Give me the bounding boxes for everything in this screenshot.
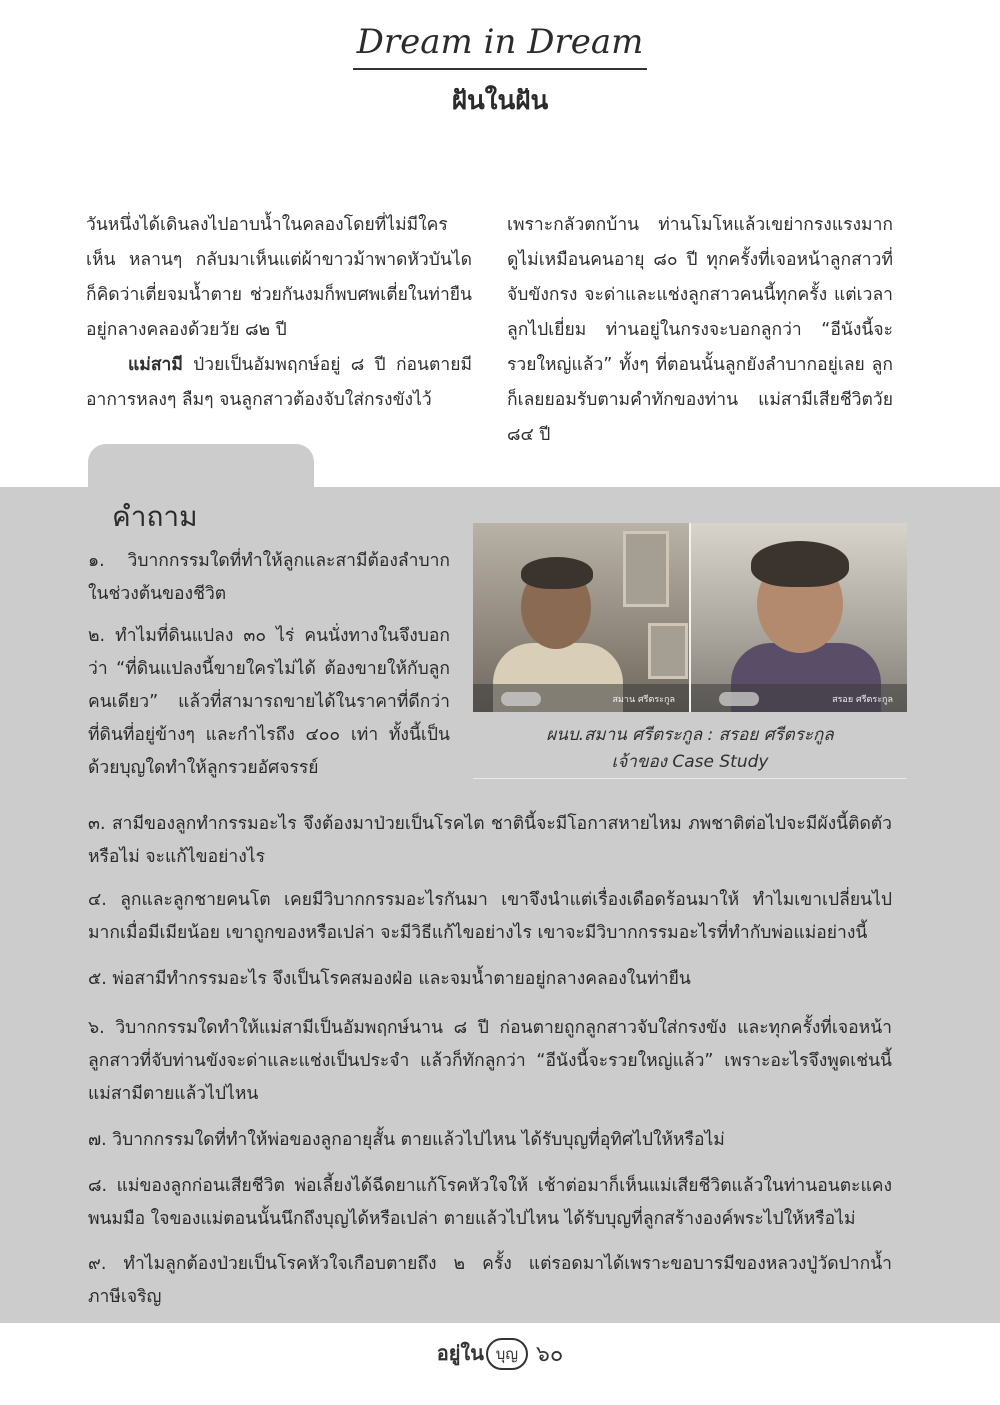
questions-heading: คำถาม: [112, 500, 198, 533]
intro-right-column: [507, 208, 893, 453]
case-study-photo: [473, 523, 907, 712]
intro-left-column: [86, 208, 472, 418]
question-item: ๑. วิบากกรรมใดที่ทำให้ลูกและสามีต้องลำบากในช่วงต้นของชีวิต: [88, 551, 450, 604]
page-number: ๖๐: [535, 1342, 564, 1367]
intro-paragraph: วันหนึ่งได้เดินลงไปอาบน้ำในคลองโดยที่ไม่มีใครเห็น หลานๆ กลับมาเห็นแต่ผ้าขาวม้าพาดหัวบันได ก็คิดว่าเตี่ยจมน้ำตาย ช่วยกันงมก็พบศพเตี่ยในท่ายืนอยู่กลางคลองด้วยวัย ๘๒ ปี: [86, 215, 472, 340]
photo-left-panel: [473, 523, 689, 712]
question-item: ๓. สามีของลูกทำกรรมอะไร จึงต้องมาป่วยเป็นโรคไต ชาตินี้จะมีโอกาสหายไหม ภพชาติต่อไปจะมีผังนี้ติดตัวหรือไม่ จะแก้ไขอย่างไร: [88, 814, 892, 867]
tv-logo-icon: [719, 692, 759, 706]
question-item: ๔. ลูกและลูกชายคนโต เคยมีวิบากกรรมอะไรกันมา เขาจึงนำแต่เรื่องเดือดร้อนมาให้ ทำไมเขาเปลี่ยนไปมากเมื่อมีเมียน้อย เขาถูกของหรือเปล่า จะมีวิธีแก้ไขอย่างไร เขาจะมีวิบากกรรมอะไรที่ทำกับพ่อแม่อย่างนี้: [88, 890, 892, 943]
page-footer: [0, 1336, 1000, 1371]
page-title-block: [0, 22, 1000, 121]
footer-brand: อยู่ใน: [436, 1340, 484, 1365]
footer-brand-ring: บุญ: [486, 1338, 528, 1370]
mother-in-law-label: แม่สามี: [128, 355, 183, 375]
question-item: ๙. ทำไมลูกต้องป่วยเป็นโรคหัวใจเกือบตายถึง ๒ ครั้ง แต่รอดมาได้เพราะขอบารมีของหลวงปู่วัดปากน้ำภาษีเจริญ: [88, 1254, 892, 1307]
intro-paragraph-rest: ป่วยเป็นอัมพฤกษ์อยู่ ๘ ปี ก่อนตายมีอาการหลงๆ ลืมๆ จนลูกสาวต้องจับใส่กรงขังไว้: [86, 355, 472, 410]
intro-paragraph: [86, 348, 472, 418]
question-item: ๒. ทำไมที่ดินแปลง ๓๐ ไร่ คนนั่งทางในจึงบอกว่า “ที่ดินแปลงนี้ขายใครไม่ได้ ต้องขายให้กับลูกคนเดียว” แล้วที่สามารถขายได้ในราคาที่ดีกว่าที่ดินที่อยู่ข้างๆ และกำไรถึง ๔๐๐ เท่า ทั้งนี้เป็นด้วยบุญใดทำให้ลูกรวยอัศจรรย์: [88, 626, 450, 778]
caption-line-1: ผนบ.สมาน ศรีตระกูล : สรอย ศรีตระกูล: [546, 725, 834, 745]
question-item: ๖. วิบากกรรมใดทำให้แม่สามีเป็นอัมพฤกษ์นาน ๘ ปี ก่อนตายถูกลูกสาวจับใส่กรงขัง และทุกครั้งที่เจอหน้าลูกสาวที่จับท่านขังจะด่าและแช่งเป็นประจำ แล้วก็ทักลูกว่า “อีนังนี้จะรวยใหญ่แล้ว” เพราะอะไรจึงพูดเช่นนี้ แม่สามีตายแล้วไปไหน: [88, 1018, 892, 1104]
photo-caption: [473, 722, 907, 776]
photo-name-right: สรอย ศรีตระกูล: [832, 695, 893, 705]
photo-right-panel: [691, 523, 907, 712]
tv-logo-icon: [501, 692, 541, 706]
title-thai: ฝันในฝัน: [451, 86, 549, 116]
intro-paragraph: เพราะกลัวตกบ้าน ท่านโมโหแล้วเขย่ากรงแรงมาก ดูไม่เหมือนคนอายุ ๘๐ ปี ทุกครั้งที่เจอหน้าลูกสาวที่จับขังกรง จะด่าและแช่งลูกสาวคนนี้ทุกครั้ง แต่เวลาลูกไปเยี่ยม ท่านอยู่ในกรงจะบอกลูกว่า “อีนังนี้จะรวยใหญ่แล้ว” ทั้งๆ ที่ตอนนั้นลูกยังลำบากอยู่เลย ลูกก็เลยยอมรับตามคำทักของท่าน แม่สามีเสียชีวิตวัย ๘๔ ปี: [507, 215, 893, 445]
question-item: ๘. แม่ของลูกก่อนเสียชีวิต พ่อเลี้ยงได้ฉีดยาแก้โรคหัวใจให้ เช้าต่อมาก็เห็นแม่เสียชีวิตแล้วในท่านอนตะแคงพนมมือ ใจของแม่ตอนนั้นนึกถึงบุญได้หรือเปล่า ตายแล้วไปไหน ได้รับบุญที่ลูกสร้างองค์พระไปให้หรือไม่: [88, 1176, 892, 1229]
caption-divider: [473, 778, 907, 779]
title-english: Dream in Dream: [353, 22, 648, 70]
question-item: ๕. พ่อสามีทำกรรมอะไร จึงเป็นโรคสมองฝ่อ และจมน้ำตายอยู่กลางคลองในท่ายืน: [88, 969, 691, 989]
caption-line-2: เจ้าของ Case Study: [611, 752, 769, 772]
photo-name-left: สมาน ศรีตระกูล: [612, 695, 675, 705]
question-item: ๗. วิบากกรรมใดที่ทำให้พ่อของลูกอายุสั้น ตายแล้วไปไหน ได้รับบุญที่อุทิศไปให้หรือไม่: [88, 1130, 725, 1150]
